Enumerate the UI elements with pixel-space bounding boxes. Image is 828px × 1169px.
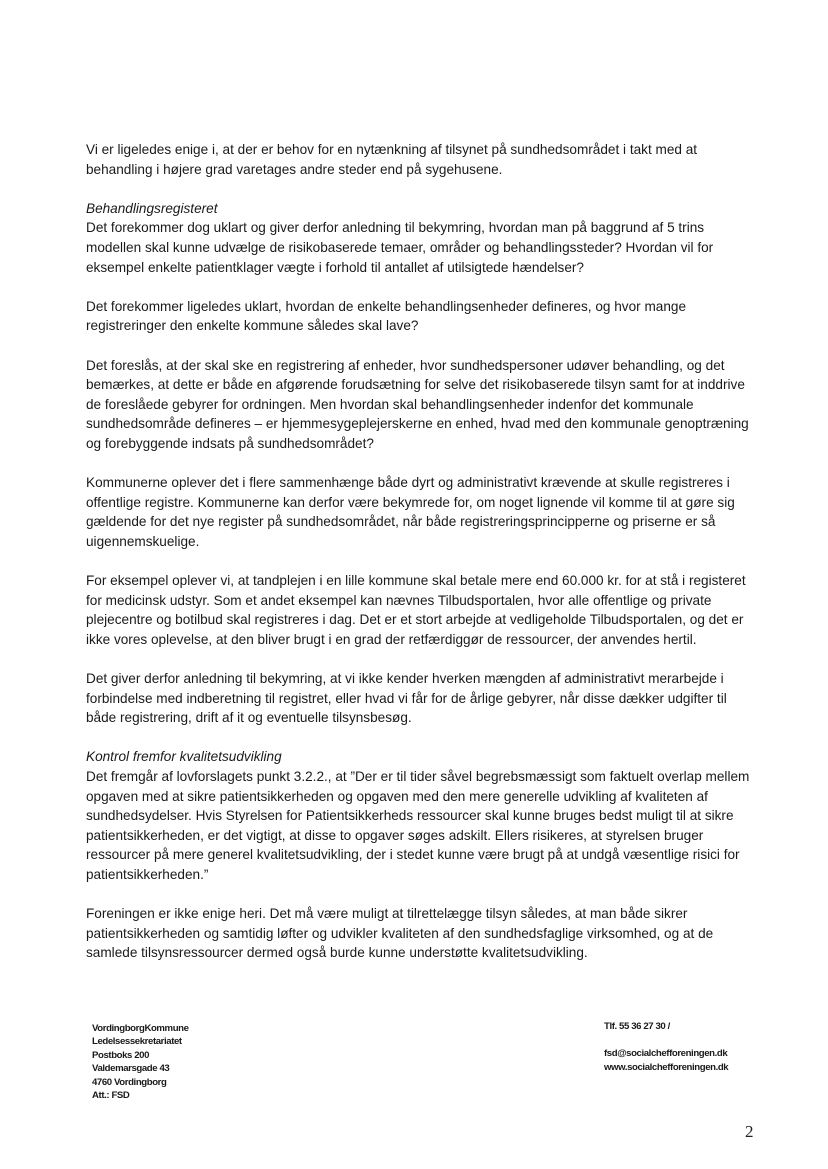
- paragraph-text: Det foreslås, at der skal ske en registrering af enheder, hvor sundhedspersoner udøver behandling, og det bemærkes, at dette er både en afgørende forudsætning for selve det risikobaserede tilsyn samt for at inddrive de foreslåede gebyrer for ordningen. Men hvordan skal behandlingsenheder indenfor det kommunale sundhedsområde defineres – er hjemmesygeplejerskerne en enhed, hvad med den kommunale genoptræning og forebyggende indsats på sundhedsområdet?: [86, 357, 749, 451]
- page-number: 2: [745, 1122, 754, 1141]
- letter-body: [86, 140, 756, 983]
- paragraph-3: [86, 297, 756, 336]
- paragraph-text: Kommunerne oplever det i flere sammenhænge både dyrt og administrativt krævende at skulle registreres i offentlige registre. Kommunerne kan derfor være bekymrede for, om noget lignende vil komme til at gøre sig gældende for det nye register på sundhedsområdet, når både registreringsprincipperne og priserne er så uigennemskuelige.: [86, 475, 735, 549]
- footer-website[interactable]: www.socialchefforeningen.dk: [604, 1061, 729, 1073]
- address-line: Valdemarsgade 43: [92, 1063, 170, 1075]
- paragraph-text: For eksempel oplever vi, at tandplejen i en lille kommune skal betale mere end 60.000 kr. for at stå i registeret for medicinsk udstyr. Som et andet eksempel kan nævnes Tilbudsportalen, hvor alle offentlige og private plejecentre og botilbud skal registreres i dag. Det er et stort arbejde at vedligeholde Tilbudsportalen, og det er ikke vores oplevelse, at den bliver brugt i en grad der retfærdiggør de ressourcer, der anvendes hertil.: [86, 573, 746, 647]
- paragraph-2: [86, 199, 756, 277]
- paragraph-text: Det giver derfor anledning til bekymring, at vi ikke kender hverken mængden af administrativt merarbejde i forbindelse med indberetning til registret, eller hvad vi får for de årlige gebyrer, når disse dækker udgifter til både registrering, drift af it og eventuelle tilsynsbesøg.: [86, 671, 727, 726]
- paragraph-text: Foreningen er ikke enige heri. Det må være muligt at tilrettelægge tilsyn således, at man både sikrer patientsikkerheden og samtidig løfter og udvikler kvaliteten af den sundhedsfaglige virksomhed, og at de samlede tilsynsressourcer dermed også burde kunne understøtte kvalitetsudvikling.: [86, 906, 714, 961]
- paragraph-text: Vi er ligeledes enige i, at der er behov for en nytænkning af tilsynet på sundhedsområdet i takt med at behandling i højere grad varetages andre steder end på sygehusene.: [86, 142, 698, 177]
- footer-address: [92, 1022, 189, 1102]
- footer-contact: [604, 1020, 728, 1074]
- paragraph-4: [86, 356, 756, 454]
- address-line: Att.: FSD: [92, 1090, 130, 1102]
- paragraph-8: [86, 747, 756, 884]
- paragraph-6: [86, 571, 756, 649]
- paragraph-text: Det forekommer dog uklart og giver derfor anledning til bekymring, hvordan man på baggrund af 5 trins modellen skal kunne udvælge de risikobaserede temaer, områder og behandlingssteder? Hvordan vil for eksempel enkelte patientklager vægte i forhold til antallet af utilsigtede hændelser?: [86, 220, 714, 275]
- paragraph-7: [86, 669, 756, 728]
- footer-phone: Tlf. 55 36 27 30 /: [604, 1021, 670, 1032]
- address-line: VordingborgKommune: [92, 1023, 189, 1034]
- paragraph-1: [86, 140, 756, 179]
- section-heading-kontrol: Kontrol fremfor kvalitetsudvikling: [86, 749, 282, 765]
- address-line: Ledelsessekretariatet: [92, 1036, 182, 1048]
- section-heading-behandlingsregisteret: Behandlingsregisteret: [86, 200, 218, 216]
- footer-email[interactable]: fsd@socialchefforeningen.dk: [604, 1048, 728, 1060]
- paragraph-5: [86, 473, 756, 551]
- paragraph-text: Det fremgår af lovforslagets punkt 3.2.2., at ”Der er til tider såvel begrebsmæssigt som faktuelt overlap mellem opgaven med at sikre patientsikkerheden og opgaven med den mere generelle udvikling af kvaliteten af sundhedsydelser. Hvis Styrelsen for Patientsikkerheds ressourcer skal kunne bruges bedst muligt til at sikre patientsikkerheden, er det vigtigt, at disse to opgaver søges adskilt. Ellers risikeres, at styrelsen bruger ressourcer på mere generel kvalitetsudvikling, der i stedet kunne være brugt på at undgå væsentlige risici for patientsikkerheden.”: [86, 769, 750, 882]
- address-line: 4760 Vordingborg: [92, 1076, 167, 1088]
- paragraph-9: [86, 904, 756, 963]
- paragraph-text: Det forekommer ligeledes uklart, hvordan de enkelte behandlingsenheder defineres, og hvor mange registreringer den enkelte kommune således skal lave?: [86, 298, 687, 334]
- address-line: Postboks 200: [92, 1049, 150, 1061]
- footer-spacer: [604, 1033, 728, 1047]
